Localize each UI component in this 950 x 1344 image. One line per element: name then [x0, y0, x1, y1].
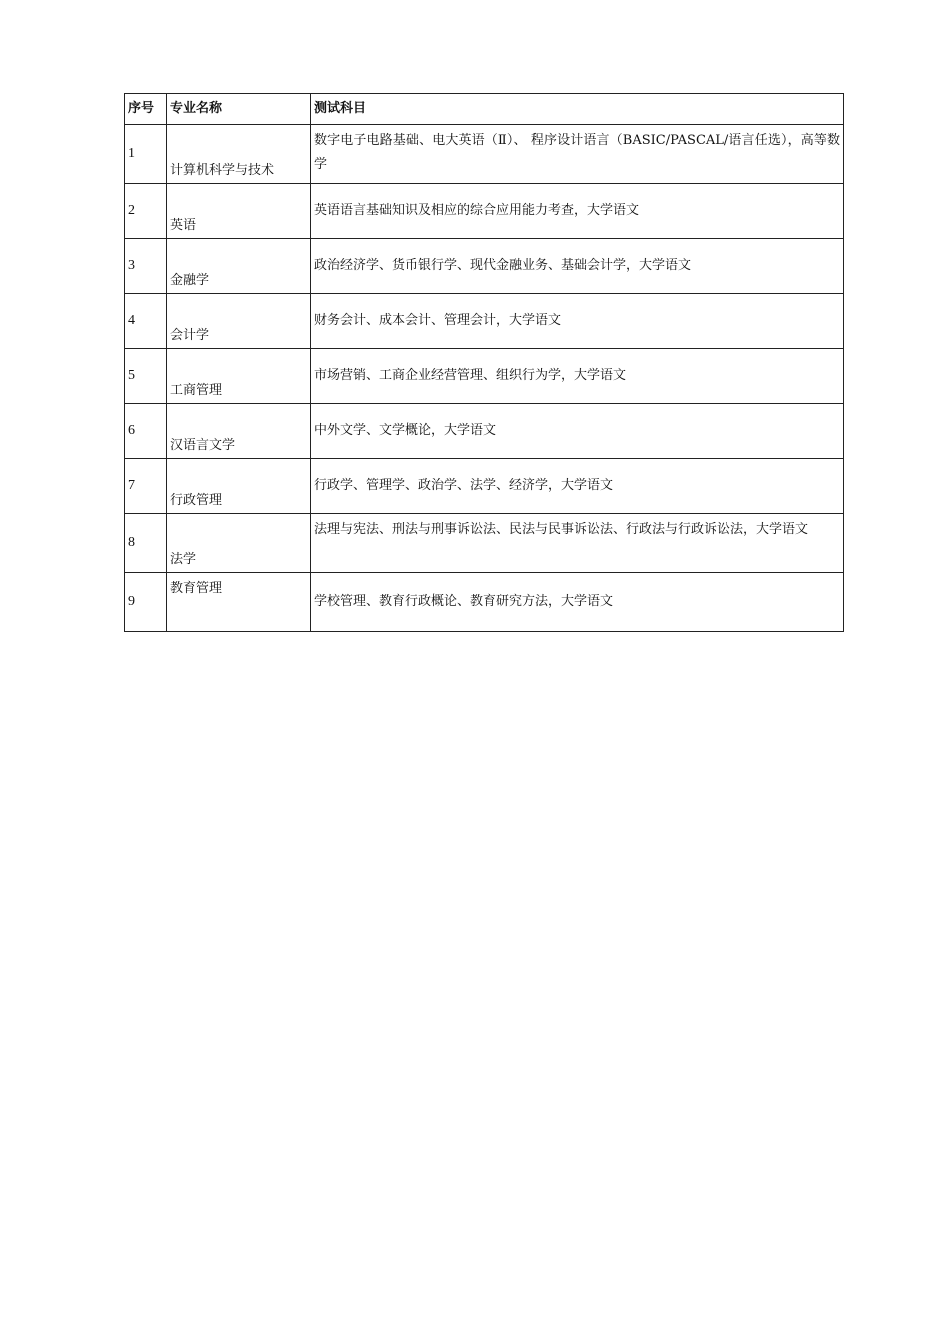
row-number: 9 — [125, 573, 167, 632]
exam-subjects: 中外文学、文学概论，大学语文 — [311, 404, 844, 459]
exam-subjects-table — [124, 93, 844, 632]
table-row — [125, 459, 844, 514]
row-number: 7 — [125, 459, 167, 514]
major-name: 计算机科学与技术 — [167, 125, 311, 184]
table-row — [125, 184, 844, 239]
exam-subjects: 政治经济学、货币银行学、现代金融业务、基础会计学，大学语文 — [311, 239, 844, 294]
row-number: 2 — [125, 184, 167, 239]
row-number: 3 — [125, 239, 167, 294]
table-row — [125, 514, 844, 573]
exam-subjects: 英语语言基础知识及相应的综合应用能力考查，大学语文 — [311, 184, 844, 239]
major-name: 行政管理 — [167, 459, 311, 514]
exam-subjects: 财务会计、成本会计、管理会计，大学语文 — [311, 294, 844, 349]
exam-subjects: 市场营销、工商企业经营管理、组织行为学，大学语文 — [311, 349, 844, 404]
exam-subjects: 学校管理、教育行政概论、教育研究方法，大学语文 — [311, 573, 844, 632]
major-name: 法学 — [167, 514, 311, 573]
header-major: 专业名称 — [167, 94, 311, 125]
table-row — [125, 239, 844, 294]
major-name: 会计学 — [167, 294, 311, 349]
table-header-row — [125, 94, 844, 125]
table-row — [125, 573, 844, 632]
table-row — [125, 349, 844, 404]
exam-subjects: 法理与宪法、刑法与刑事诉讼法、民法与民事诉讼法、行政法与行政诉讼法，大学语文 — [311, 514, 844, 573]
row-number: 6 — [125, 404, 167, 459]
row-number: 1 — [125, 125, 167, 184]
row-number: 8 — [125, 514, 167, 573]
header-no: 序号 — [125, 94, 167, 125]
major-name: 工商管理 — [167, 349, 311, 404]
table-row — [125, 404, 844, 459]
row-number: 5 — [125, 349, 167, 404]
exam-subjects: 数字电子电路基础、电大英语（Ⅱ）、 程序设计语言（BASIC/PASCAL/语言任选），高等数学 — [311, 125, 844, 184]
header-subjects: 测试科目 — [311, 94, 844, 125]
major-name: 金融学 — [167, 239, 311, 294]
major-name: 英语 — [167, 184, 311, 239]
major-name: 教育管理 — [167, 573, 311, 632]
exam-subjects: 行政学、管理学、政治学、法学、经济学，大学语文 — [311, 459, 844, 514]
major-name: 汉语言文学 — [167, 404, 311, 459]
row-number: 4 — [125, 294, 167, 349]
table-row — [125, 125, 844, 184]
table-row — [125, 294, 844, 349]
